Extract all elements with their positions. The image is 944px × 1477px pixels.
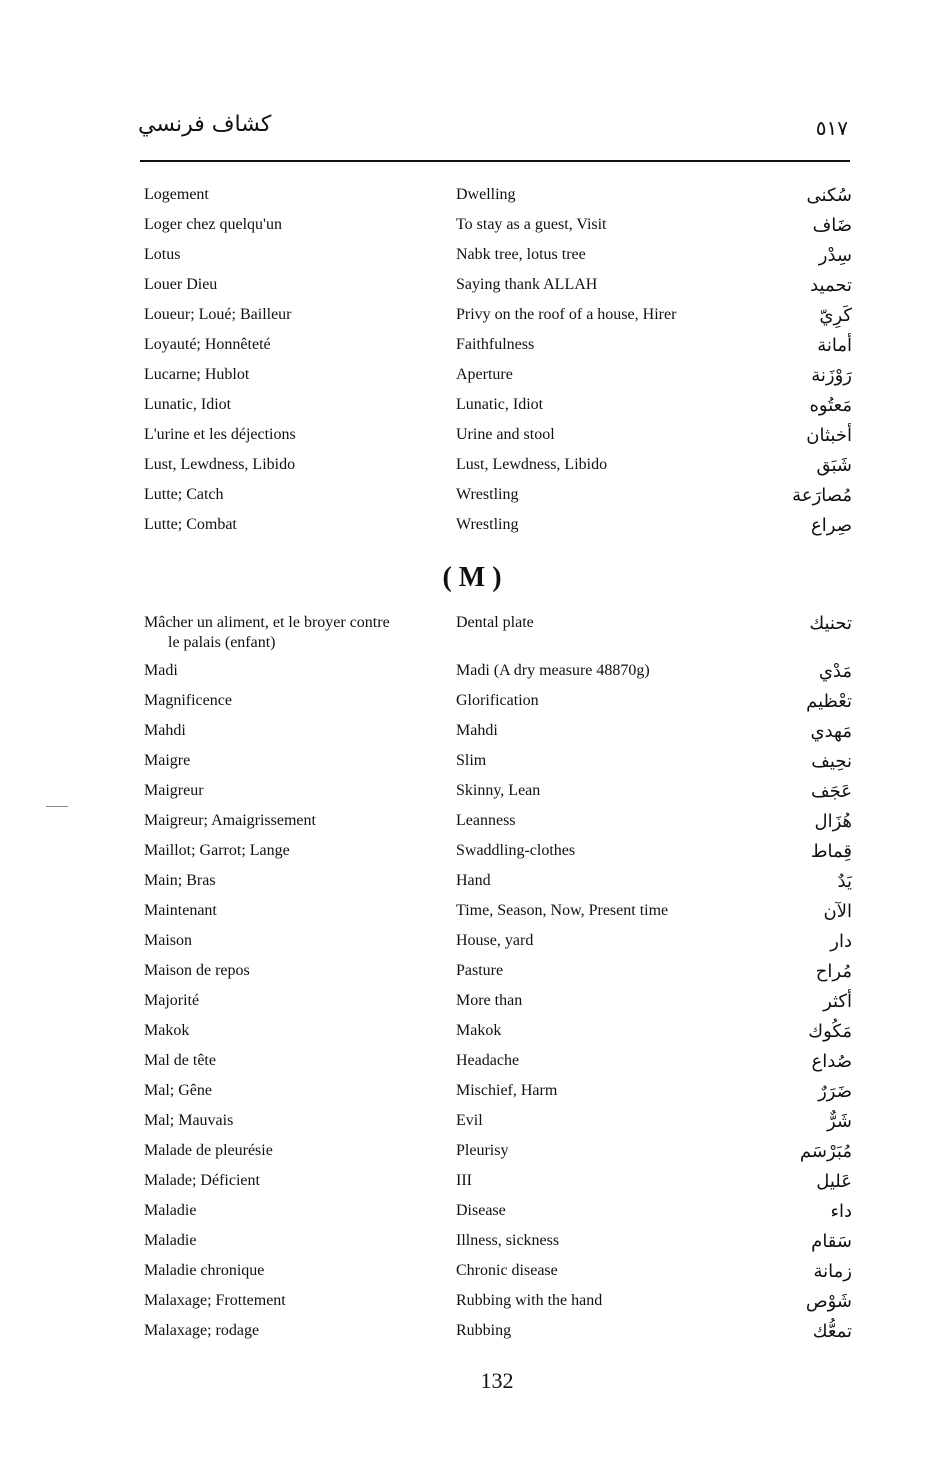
entry-row (144, 185, 852, 215)
entry-row (144, 305, 852, 335)
english-term: Mahdi (456, 722, 498, 739)
page-number: 132 (480, 1368, 514, 1393)
french-term-continuation: le palais (enfant) (168, 634, 276, 651)
french-term: Maladie (144, 1232, 197, 1249)
section-heading-m: ( M ) (442, 562, 502, 593)
entry-row (144, 1141, 852, 1171)
french-term: Lutte; Catch (144, 486, 224, 503)
english-term: Time, Season, Now, Present time (456, 902, 669, 919)
arabic-term: داء (830, 1201, 852, 1222)
english-term: To stay as a guest, Visit (456, 216, 607, 233)
arabic-term: تعْظيم (806, 691, 852, 712)
arabic-term: هُزَال (814, 811, 852, 832)
french-term: Malade; Déficient (144, 1172, 260, 1189)
arabic-term: الآن (823, 901, 852, 922)
english-term: Nabk tree, lotus tree (456, 246, 586, 263)
arabic-term: سُكنى (806, 185, 852, 206)
arabic-term: شَبَق (816, 455, 852, 476)
french-term (144, 613, 434, 653)
english-term: Skinny, Lean (456, 782, 541, 799)
entry-row (144, 721, 852, 751)
english-term: Illness, sickness (456, 1232, 560, 1249)
arabic-term: مَعتُوه (809, 395, 852, 416)
entries-section-m (144, 613, 852, 1351)
english-term: Privy on the roof of a house, Hirer (456, 306, 677, 323)
entry-row (144, 1021, 852, 1051)
running-header-title: كشاف فرنسي (138, 112, 272, 137)
arabic-term: صُداع (811, 1051, 852, 1072)
english-term: Hand (456, 872, 491, 889)
french-term: Logement (144, 186, 209, 203)
english-term: Dwelling (456, 186, 516, 203)
entry-row (144, 781, 852, 811)
entries-section-l (144, 185, 852, 545)
english-term: Rubbing with the hand (456, 1292, 603, 1309)
entry-row (144, 395, 852, 425)
arabic-term: صِراع (811, 515, 852, 536)
entry-row (144, 691, 852, 721)
arabic-term: نحِيف (811, 751, 852, 772)
english-term: Makok (456, 1022, 502, 1039)
arabic-term: ضَاف (812, 215, 852, 236)
entry-row (144, 1081, 852, 1111)
french-term: Madi (144, 662, 178, 679)
arabic-term: تحنيك (809, 613, 852, 634)
english-term: Wrestling (456, 516, 519, 533)
arabic-term: ضَرَرٌ (818, 1081, 852, 1102)
arabic-term: عَليل (816, 1171, 852, 1192)
entry-row (144, 1051, 852, 1081)
french-term: Lutte; Combat (144, 516, 237, 533)
english-term: More than (456, 992, 523, 1009)
french-term: Lotus (144, 246, 181, 263)
english-term: House, yard (456, 932, 534, 949)
french-term: Mal de tête (144, 1052, 216, 1069)
entry-row (144, 1321, 852, 1351)
french-term: Maigre (144, 752, 191, 769)
french-term: Lust, Lewdness, Libido (144, 456, 296, 473)
french-term-line: Mâcher un aliment, et le broyer contre (144, 614, 390, 631)
entry-row (144, 661, 852, 691)
english-term: Glorification (456, 692, 539, 709)
french-term: Louer Dieu (144, 276, 218, 293)
french-term: Malaxage; rodage (144, 1322, 260, 1339)
french-term: Makok (144, 1022, 190, 1039)
english-term: Mischief, Harm (456, 1082, 558, 1099)
arabic-term: سَقام (811, 1231, 852, 1252)
entry-row (144, 1171, 852, 1201)
arabic-term: دار (830, 931, 852, 952)
english-term: Faithfulness (456, 336, 535, 353)
arabic-term: يَدٌ (837, 871, 852, 892)
arabic-term: أكثر (823, 991, 852, 1012)
french-term: Mahdi (144, 722, 186, 739)
french-term: Maintenant (144, 902, 217, 919)
english-term: Urine and stool (456, 426, 555, 443)
french-term: Malade de pleurésie (144, 1142, 273, 1159)
french-term: L'urine et les déjections (144, 426, 296, 443)
entry-row (144, 515, 852, 545)
arabic-term: مَدْي (818, 661, 852, 682)
arabic-term: سِدْر (818, 245, 852, 266)
english-term: Rubbing (456, 1322, 512, 1339)
entry-row (144, 991, 852, 1021)
arabic-term: كَرِيّ (819, 305, 852, 326)
french-term: Maigreur (144, 782, 204, 799)
french-term: Lucarne; Hublot (144, 366, 250, 383)
entry-row (144, 275, 852, 305)
arabic-term: مُراح (815, 961, 852, 982)
english-term: Headache (456, 1052, 520, 1069)
entry-row (144, 1231, 852, 1261)
arabic-term: مُصارَعة (792, 485, 852, 506)
english-term: Dental plate (456, 614, 534, 631)
entry-row (144, 901, 852, 931)
arabic-term: زمانة (813, 1261, 852, 1282)
entry-row (144, 811, 852, 841)
english-term: Pasture (456, 962, 504, 979)
arabic-term: مُبَرْسَم (799, 1141, 852, 1162)
french-term: Maladie (144, 1202, 197, 1219)
english-term: Wrestling (456, 486, 519, 503)
french-term: Majorité (144, 992, 200, 1009)
french-term: Maison (144, 932, 192, 949)
entry-row (144, 455, 852, 485)
english-term: Madi (A dry measure 48870g) (456, 662, 650, 679)
english-term: Chronic disease (456, 1262, 558, 1279)
english-term: Swaddling-clothes (456, 842, 576, 859)
arabic-term: أمانة (817, 335, 852, 356)
english-term: Saying thank ALLAH (456, 276, 598, 293)
french-term: Loger chez quelqu'un (144, 216, 282, 233)
english-term: Lunatic, Idiot (456, 396, 544, 413)
arabic-term: تحميد (810, 275, 852, 296)
arabic-term: مَهدي (810, 721, 852, 742)
arabic-term: أخبثان (806, 425, 852, 446)
arabic-term: شَرٌّ (826, 1111, 852, 1132)
running-header-page-number: ٥١٧ (815, 116, 848, 140)
entry-row (144, 245, 852, 275)
entry-row (144, 1111, 852, 1141)
arabic-term: قِماط (810, 841, 852, 862)
english-term: Lust, Lewdness, Libido (456, 456, 608, 473)
header-rule (140, 160, 850, 162)
entry-row (144, 751, 852, 781)
english-term: Leanness (456, 812, 516, 829)
entry-row (144, 485, 852, 515)
english-term: Slim (456, 752, 487, 769)
entry-row (144, 425, 852, 455)
arabic-term: تمعُّك (812, 1321, 852, 1342)
entry-row (144, 335, 852, 365)
french-term: Magnificence (144, 692, 232, 709)
entry-row (144, 1261, 852, 1291)
entry-row (144, 1201, 852, 1231)
french-term: Loyauté; Honnêteté (144, 336, 271, 353)
arabic-term: شَوْص (805, 1291, 852, 1312)
arabic-term: رَوْزَنة (811, 365, 852, 386)
english-term: Aperture (456, 366, 513, 383)
french-term: Mal; Mauvais (144, 1112, 234, 1129)
french-term: Maillot; Garrot; Lange (144, 842, 290, 859)
french-term: Maladie chronique (144, 1262, 265, 1279)
margin-mark (46, 806, 68, 807)
entry-row (144, 365, 852, 395)
french-term: Mal; Gêne (144, 1082, 212, 1099)
entry-row (144, 871, 852, 901)
entry-row (144, 215, 852, 245)
arabic-term: مَكُوك (808, 1021, 852, 1042)
entry-row (144, 931, 852, 961)
english-term: Evil (456, 1112, 483, 1129)
french-term: Loueur; Loué; Bailleur (144, 306, 292, 323)
french-term: Malaxage; Frottement (144, 1292, 286, 1309)
entry-row (144, 961, 852, 991)
entry-row (144, 613, 852, 661)
french-term: Maison de repos (144, 962, 250, 979)
entry-row (144, 841, 852, 871)
french-term: Main; Bras (144, 872, 216, 889)
english-term: Disease (456, 1202, 506, 1219)
arabic-term: عَجَف (811, 781, 852, 802)
french-term: Maigreur; Amaigrissement (144, 812, 316, 829)
french-term: Lunatic, Idiot (144, 396, 232, 413)
entry-row (144, 1291, 852, 1321)
english-term: Pleurisy (456, 1142, 509, 1159)
english-term: III (456, 1172, 472, 1189)
